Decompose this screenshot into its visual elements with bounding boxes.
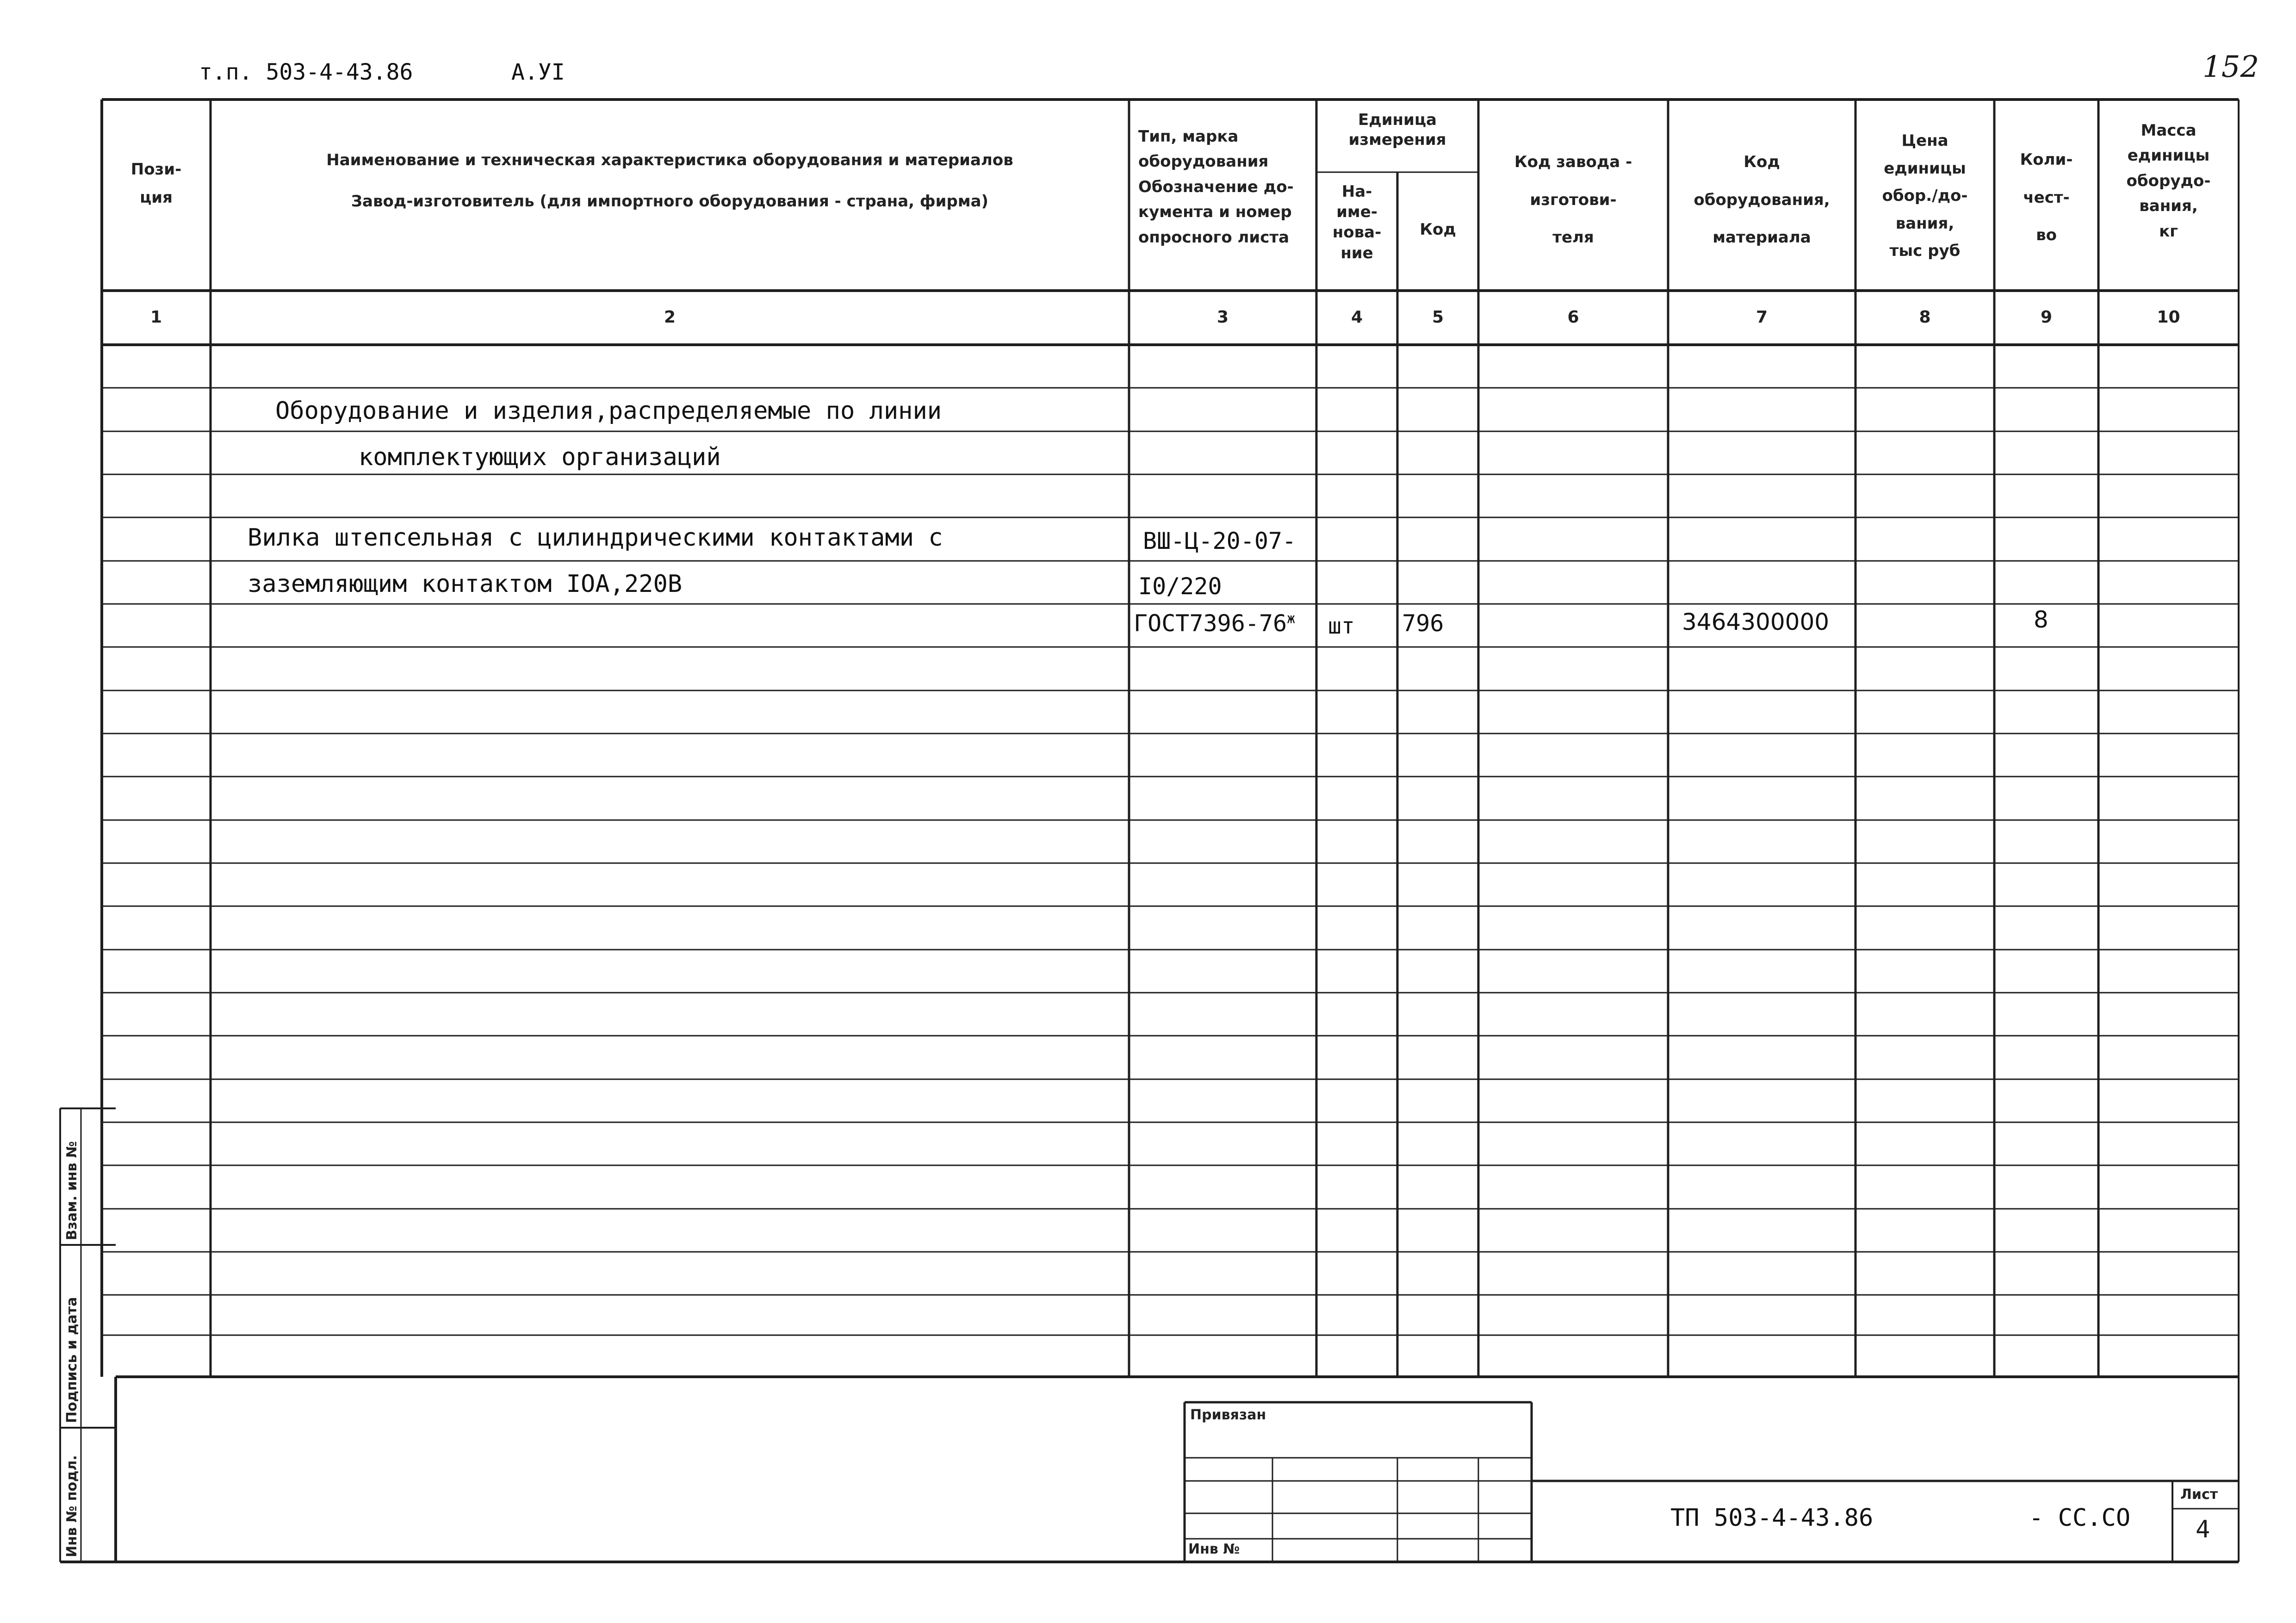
col-number-7: 7: [1756, 308, 1768, 327]
item-material-code: 3464300000: [1682, 609, 1830, 635]
item-unit-code: 796: [1402, 610, 1444, 637]
sheet-label: Лист: [2180, 1486, 2218, 1503]
col-number-9: 9: [2040, 308, 2053, 327]
col-number-2: 2: [664, 308, 676, 327]
col-number-10: 10: [2157, 308, 2180, 327]
side-inv-no-podl: Инв № подл.: [64, 1455, 80, 1557]
sheet-number: 4: [2196, 1516, 2210, 1543]
header-col-4: На- име- нова- ние: [1332, 182, 1382, 262]
col-number-5: 5: [1432, 308, 1444, 327]
header-col-8: Цена единицы обор./до- вания, тыс руб: [1882, 131, 1968, 260]
col-number-3: 3: [1216, 308, 1229, 327]
header-col-2: Наименование и техническая характеристика оборудования и материалов Завод-изготовитель (для импортного оборудования - страна, фирма): [326, 151, 1013, 211]
item-unit-name: шт: [1328, 613, 1355, 639]
item-standard: $ГОСТ7396-76^ж$: [1134, 610, 1296, 637]
header-col-5: Код: [1420, 220, 1456, 239]
col-number-6: 6: [1567, 308, 1579, 327]
page-number: 152: [2203, 50, 2259, 84]
header-col-1: Пози- ция: [130, 160, 182, 207]
attached-label: Привязан: [1190, 1407, 1266, 1423]
header-col-9: Коли- чест- во: [2020, 150, 2073, 245]
item-name-line1: Вилка штепсельная с цилиндрическими контактами с: [248, 524, 943, 552]
doc-code: ТП 503-4-43.86: [1670, 1504, 1874, 1532]
side-sign-date: Подпись и дата: [64, 1297, 80, 1423]
section-title-line2: комплектующих организаций: [359, 443, 721, 471]
item-type-line2: I0/220: [1138, 573, 1222, 600]
col-number-1: 1: [150, 308, 162, 327]
album-code: А.УI: [511, 59, 565, 85]
header-col-7: Код оборудования, материала: [1694, 153, 1830, 247]
header-col-6: Код завода - изготови- теля: [1514, 153, 1632, 247]
section-title-line1: Оборудование и изделия,распределяемые по линии: [275, 397, 942, 425]
inv-no-label: Инв №: [1188, 1541, 1240, 1557]
col-number-8: 8: [1919, 308, 1931, 327]
header-unit-group: Единица измерения: [1348, 111, 1446, 149]
side-inv-no-vzam: Взам. инв №: [64, 1141, 80, 1240]
doc-suffix: - СС.СО: [2029, 1504, 2131, 1532]
item-standard-mark: ж: [1287, 610, 1296, 627]
header-col-10: Масса единицы оборудо- вания, кг: [2126, 121, 2211, 241]
col-number-4: 4: [1351, 308, 1363, 327]
item-name-line2: заземляющим контактом IOA,220B: [248, 570, 683, 598]
item-type-line1: ВШ-Ц-20-07-: [1143, 528, 1297, 554]
doc-reference: т.п. 503-4-43.86: [199, 59, 413, 85]
header-col-3: Тип, марка оборудования Обозначение до- кумента и номер опросного листа: [1138, 127, 1294, 247]
item-quantity: 8: [2034, 606, 2048, 633]
